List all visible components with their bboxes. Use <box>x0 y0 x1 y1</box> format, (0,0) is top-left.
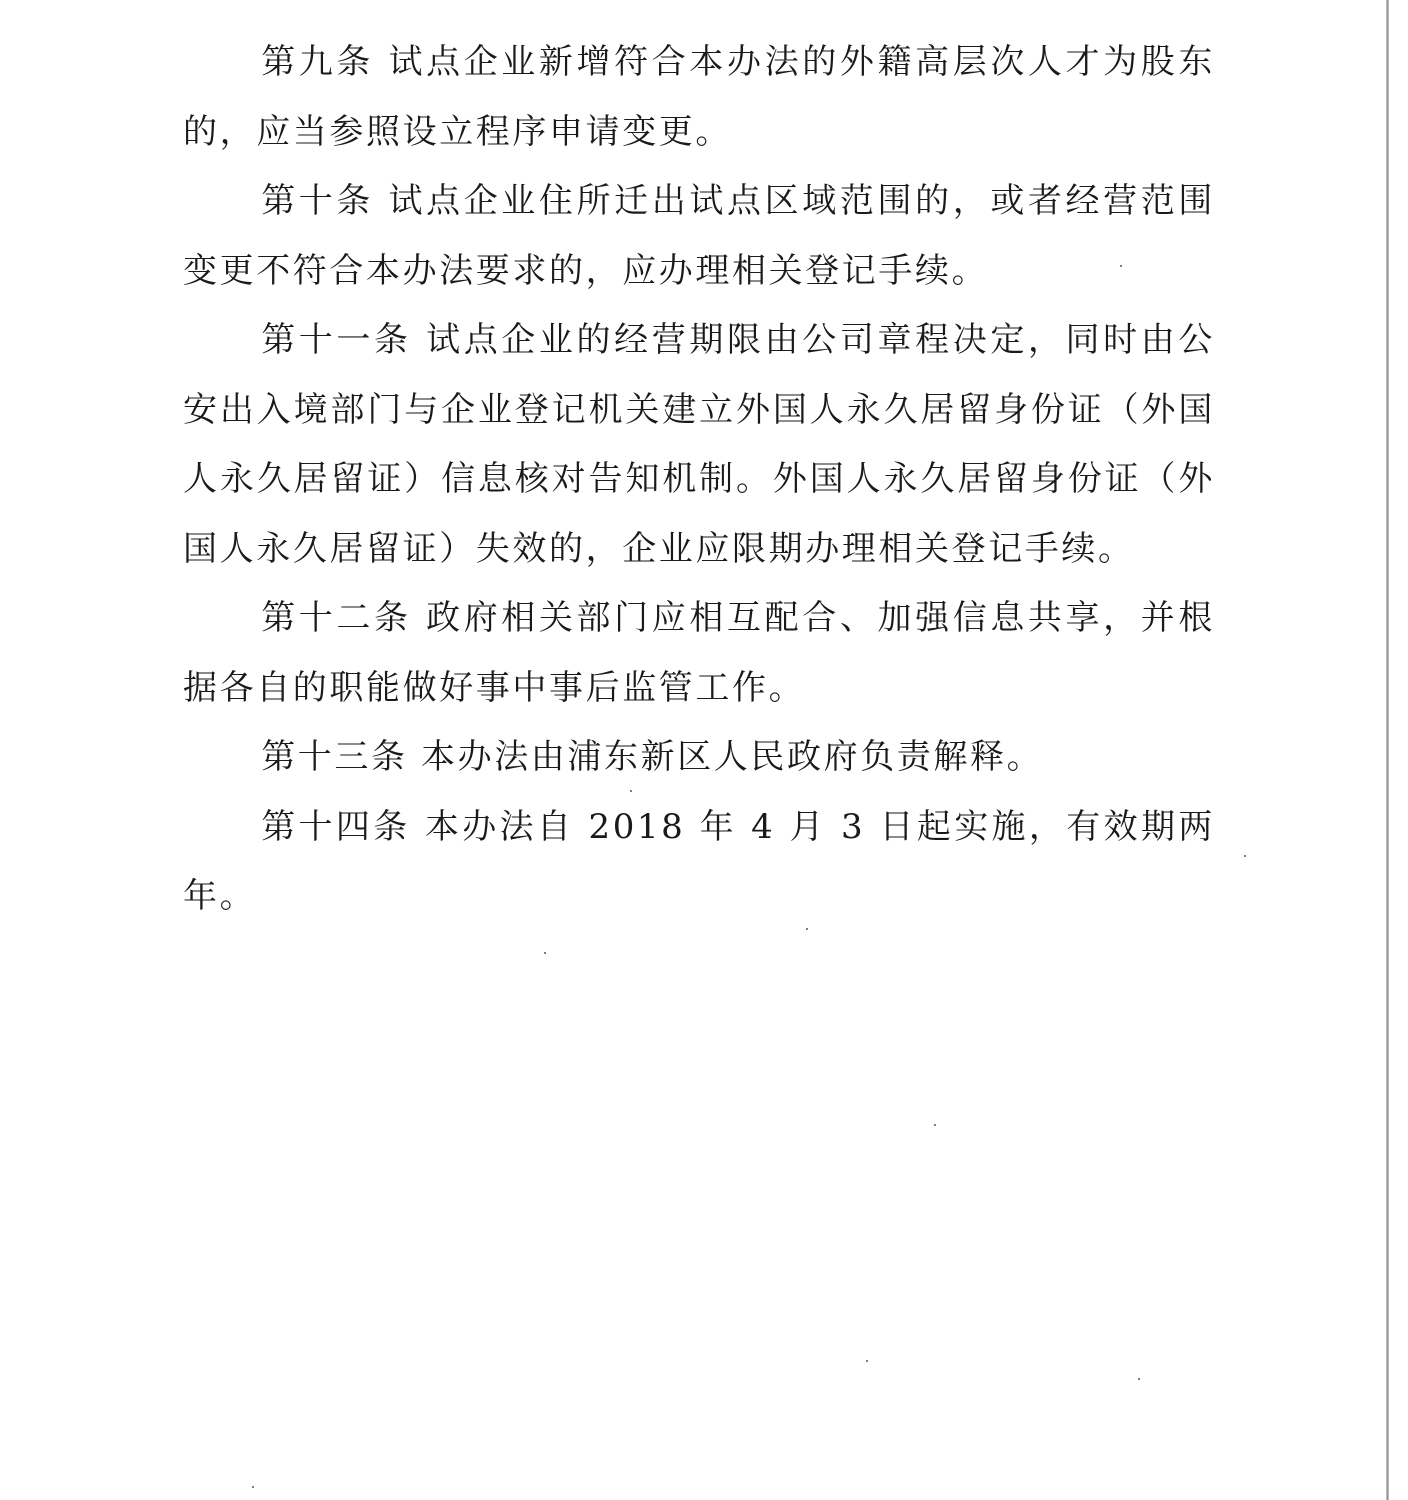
scan-speck <box>252 1486 254 1488</box>
scan-speck <box>866 1360 868 1362</box>
scan-speck <box>806 928 808 930</box>
article-12: 第十二条 政府相关部门应相互配合、加强信息共享，并根据各自的职能做好事中事后监管工作。 <box>183 598 1215 708</box>
article-10: 第十条 试点企业住所迁出试点区域范围的，或者经营范围变更不符合本办法要求的，应办理相关登记手续。 <box>183 181 1215 291</box>
scan-speck <box>630 790 632 792</box>
article-13: 第十三条 本办法由浦东新区人民政府负责解释。 <box>261 737 1044 777</box>
scan-speck <box>934 1124 936 1126</box>
scan-edge-line <box>1386 0 1389 1500</box>
scan-speck <box>1138 1378 1140 1380</box>
article-14: 第十四条 本办法自 2018 年 4 月 3 日起实施，有效期两年。 <box>183 806 1215 916</box>
scan-speck <box>544 952 546 954</box>
scan-speck <box>1244 855 1246 857</box>
article-11: 第十一条 试点企业的经营期限由公司章程决定，同时由公安出入境部门与企业登记机关建立外国人永久居留身份证（外国人永久居留证）信息核对告知机制。外国人永久居留身份证（外国人永久居留证）失效的，企业应限期办理相关登记手续。 <box>183 320 1215 569</box>
scan-speck <box>1120 265 1122 267</box>
article-9: 第九条 试点企业新增符合本办法的外籍高层次人才为股东的，应当参照设立程序申请变更。 <box>183 42 1215 152</box>
document-body <box>183 28 1215 932</box>
